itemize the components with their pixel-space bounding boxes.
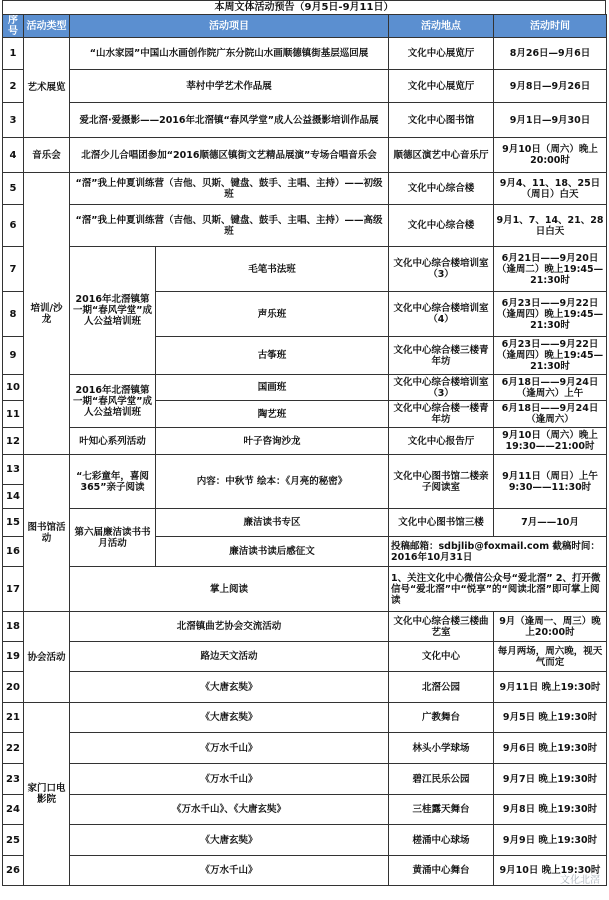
project-cell: 叶子咨询沙龙 bbox=[156, 428, 389, 455]
row-number: 24 bbox=[3, 795, 24, 825]
schedule-table bbox=[2, 14, 607, 886]
table-row bbox=[3, 509, 607, 537]
time-cell: 9月7日 晚上19:30时 bbox=[494, 764, 607, 795]
project-cell: 北滘少儿合唱团参加“2016顺德区镇街文艺精品展演”专场合唱音乐会 bbox=[70, 138, 389, 173]
time-cell: 9月（逢周一、周三）晚上20:00时 bbox=[494, 612, 607, 642]
table-row bbox=[3, 672, 607, 703]
table-row bbox=[3, 173, 607, 205]
project-cell: “山水家园”中国山水画创作院广东分院山水画顺德镇街基层巡回展 bbox=[70, 38, 389, 70]
project-cell: 叶知心系列活动 bbox=[70, 428, 156, 455]
place-cell: 三桂露天舞台 bbox=[389, 795, 494, 825]
row-number: 23 bbox=[3, 764, 24, 795]
project-cell: “滘”我上仲夏训练营（吉他、贝斯、键盘、鼓手、主唱、主持）——高级班 bbox=[70, 205, 389, 247]
group-cell: 2016年北滘镇第一期“春风学堂”成人公益培训班 bbox=[70, 375, 156, 428]
project-cell: 毛笔书法班 bbox=[156, 247, 389, 292]
table-row bbox=[3, 795, 607, 825]
project-cell: 内容：中秋节 绘本：《月亮的秘密》 bbox=[156, 455, 389, 509]
table-row bbox=[3, 375, 607, 401]
place-cell: 黄涌中心舞台 bbox=[389, 856, 494, 886]
time-cell: 9月9日 晚上19:30时 bbox=[494, 825, 607, 856]
row-number: 12 bbox=[3, 428, 24, 455]
table-row bbox=[3, 856, 607, 886]
table-row bbox=[3, 703, 607, 733]
row-number: 20 bbox=[3, 672, 24, 703]
project-cell: 爱北滘·爱摄影——2016年北滘镇“春风学堂”成人公益摄影培训作品展 bbox=[70, 103, 389, 138]
row-number: 19 bbox=[3, 642, 24, 672]
project-cell: 《大唐玄奘》 bbox=[70, 825, 389, 856]
table-row bbox=[3, 205, 607, 247]
time-cell: 9月10日 晚上19:30时 bbox=[494, 856, 607, 886]
project-cell: 廉洁读书专区 bbox=[156, 509, 389, 537]
table-row bbox=[3, 764, 607, 795]
row-number: 11 bbox=[3, 401, 24, 428]
reading-info-cell: 1、关注文化中心微信公众号“爱北滘” 2、打开微信号“爱北滘”中“悦享”的“阅读北滘”即可掌上阅读 bbox=[389, 567, 607, 612]
type-art: 艺术展览 bbox=[24, 38, 70, 138]
project-cell: 《万水千山》 bbox=[70, 856, 389, 886]
place-cell: 文化中心综合楼培训室（4） bbox=[389, 292, 494, 337]
place-cell: 文化中心综合楼 bbox=[389, 173, 494, 205]
time-cell: 9月1日—9月30日 bbox=[494, 103, 607, 138]
row-number: 5 bbox=[3, 173, 24, 205]
table-row bbox=[3, 455, 607, 485]
header-project: 活动项目 bbox=[70, 15, 389, 38]
time-cell: 6月18日——9月24日（逢周六） bbox=[494, 401, 607, 428]
project-cell: 廉洁读书读后感征文 bbox=[156, 537, 389, 567]
place-cell: 林头小学球场 bbox=[389, 733, 494, 764]
table-row bbox=[3, 825, 607, 856]
time-cell: 6月21日——9月20日（逢周二）晚上19:45—21:30时 bbox=[494, 247, 607, 292]
time-cell: 9月11日（周日）上午9:30——11:30时 bbox=[494, 455, 607, 509]
time-cell: 9月10日（周六）晚上20:00时 bbox=[494, 138, 607, 173]
row-number: 18 bbox=[3, 612, 24, 642]
row-number: 16 bbox=[3, 537, 24, 567]
place-cell: 槎涌中心球场 bbox=[389, 825, 494, 856]
place-cell: 碧江民乐公园 bbox=[389, 764, 494, 795]
row-number: 1 bbox=[3, 38, 24, 70]
table-row bbox=[3, 567, 607, 612]
time-cell: 6月23日——9月22日（逢周四）晚上19:45—21:30时 bbox=[494, 337, 607, 375]
table-row bbox=[3, 38, 607, 70]
place-cell: 文化中心综合楼三楼青年坊 bbox=[389, 337, 494, 375]
time-cell: 9月11日 晚上19:30时 bbox=[494, 672, 607, 703]
group-cell: 2016年北滘镇第一期“春风学堂”成人公益培训班 bbox=[70, 247, 156, 375]
place-cell: 文化中心展览厅 bbox=[389, 38, 494, 70]
table-row bbox=[3, 612, 607, 642]
group-cell: “七彩童年，喜阅365”亲子阅读 bbox=[70, 455, 156, 509]
row-number: 9 bbox=[3, 337, 24, 375]
place-cell: 文化中心综合楼培训室（3） bbox=[389, 375, 494, 401]
time-cell: 6月23日——9月22日（逢周四）晚上19:45—21:30时 bbox=[494, 292, 607, 337]
time-cell: 7月——10月 bbox=[494, 509, 607, 537]
project-cell: 《万水千山》、《大唐玄奘》 bbox=[70, 795, 389, 825]
row-number: 7 bbox=[3, 247, 24, 292]
table-row bbox=[3, 70, 607, 103]
row-number: 4 bbox=[3, 138, 24, 173]
row-number: 26 bbox=[3, 856, 24, 886]
table-row bbox=[3, 428, 607, 455]
project-cell: 声乐班 bbox=[156, 292, 389, 337]
row-number: 14 bbox=[3, 485, 24, 509]
header-type: 活动类型 bbox=[24, 15, 70, 38]
table-row bbox=[3, 138, 607, 173]
project-cell: 《大唐玄奘》 bbox=[70, 703, 389, 733]
submission-info-cell: 投稿邮箱：sdbjlib@foxmail.com 截稿时间：2016年10月31日 bbox=[389, 537, 607, 567]
row-number: 17 bbox=[3, 567, 24, 612]
place-cell: 顺德区演艺中心音乐厅 bbox=[389, 138, 494, 173]
project-cell: 古筝班 bbox=[156, 337, 389, 375]
watermark: 文化北滘 bbox=[560, 875, 600, 886]
place-cell: 广教舞台 bbox=[389, 703, 494, 733]
project-cell: 《万水千山》 bbox=[70, 733, 389, 764]
row-number: 10 bbox=[3, 375, 24, 401]
row-number: 25 bbox=[3, 825, 24, 856]
time-cell: 6月18日——9月24日（逢周六）上午 bbox=[494, 375, 607, 401]
type-film: 家门口电影院 bbox=[24, 703, 70, 886]
time-cell: 9月10日（周六）晚上19:30——21:00时 bbox=[494, 428, 607, 455]
group-cell: 第六届廉洁读书书月活动 bbox=[70, 509, 156, 567]
project-cell: 国画班 bbox=[156, 375, 389, 401]
type-music: 音乐会 bbox=[24, 138, 70, 173]
time-cell: 9月5日 晚上19:30时 bbox=[494, 703, 607, 733]
table-row bbox=[3, 247, 607, 292]
place-cell: 文化中心 bbox=[389, 642, 494, 672]
project-cell: 莘村中学艺术作品展 bbox=[70, 70, 389, 103]
project-cell: 陶艺班 bbox=[156, 401, 389, 428]
row-number: 21 bbox=[3, 703, 24, 733]
place-cell: 文化中心展览厅 bbox=[389, 70, 494, 103]
place-cell: 文化中心综合楼一楼青年坊 bbox=[389, 401, 494, 428]
row-number: 15 bbox=[3, 509, 24, 537]
time-cell: 每月两场，周六晚，视天气而定 bbox=[494, 642, 607, 672]
place-cell: 文化中心综合楼培训室（3） bbox=[389, 247, 494, 292]
project-cell: 《大唐玄奘》 bbox=[70, 672, 389, 703]
type-library: 图书馆活动 bbox=[24, 455, 70, 612]
header-time: 活动时间 bbox=[494, 15, 607, 38]
time-cell: 8月26日—9月6日 bbox=[494, 38, 607, 70]
place-cell: 文化中心图书馆三楼 bbox=[389, 509, 494, 537]
row-number: 3 bbox=[3, 103, 24, 138]
table-row bbox=[3, 733, 607, 764]
table-row bbox=[3, 642, 607, 672]
project-cell: 路边天文活动 bbox=[70, 642, 389, 672]
place-cell: 文化中心报告厅 bbox=[389, 428, 494, 455]
row-number: 22 bbox=[3, 733, 24, 764]
place-cell: 文化中心综合楼 bbox=[389, 205, 494, 247]
table-row bbox=[3, 103, 607, 138]
project-cell: “滘”我上仲夏训练营（吉他、贝斯、键盘、鼓手、主唱、主持）——初级班 bbox=[70, 173, 389, 205]
place-cell: 文化中心综合楼三楼曲艺室 bbox=[389, 612, 494, 642]
row-number: 13 bbox=[3, 455, 24, 485]
time-cell: 9月4、11、18、25日（周日）白天 bbox=[494, 173, 607, 205]
document-title: 本周文体活动预告（9月5日-9月11日） bbox=[2, 0, 606, 14]
type-assoc: 协会活动 bbox=[24, 612, 70, 703]
time-cell: 9月6日 晚上19:30时 bbox=[494, 733, 607, 764]
header-no: 序号 bbox=[3, 15, 24, 38]
project-cell: 掌上阅读 bbox=[70, 567, 389, 612]
row-number: 6 bbox=[3, 205, 24, 247]
header-place: 活动地点 bbox=[389, 15, 494, 38]
time-cell: 9月8日—9月26日 bbox=[494, 70, 607, 103]
project-cell: 北滘镇曲艺协会交流活动 bbox=[70, 612, 389, 642]
type-training: 培训/沙龙 bbox=[24, 173, 70, 455]
project-cell: 《万水千山》 bbox=[70, 764, 389, 795]
row-number: 2 bbox=[3, 70, 24, 103]
place-cell: 文化中心图书馆二楼亲子阅读室 bbox=[389, 455, 494, 509]
header-row bbox=[3, 15, 607, 38]
place-cell: 北滘公园 bbox=[389, 672, 494, 703]
row-number: 8 bbox=[3, 292, 24, 337]
place-cell: 文化中心图书馆 bbox=[389, 103, 494, 138]
activity-schedule-document bbox=[2, 0, 606, 900]
time-cell: 9月8日 晚上19:30时 bbox=[494, 795, 607, 825]
time-cell: 9月1、7、14、21、28日白天 bbox=[494, 205, 607, 247]
